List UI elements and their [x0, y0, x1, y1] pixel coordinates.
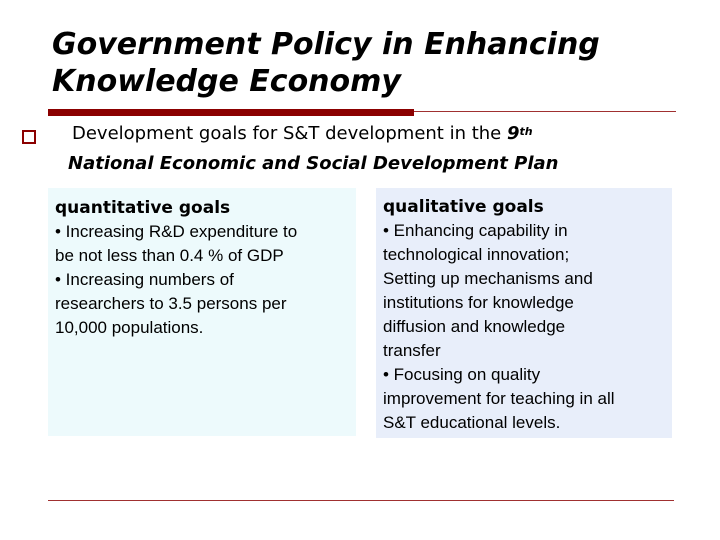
qualitative-line: technological innovation;: [383, 245, 570, 264]
slide-title: [52, 26, 692, 100]
ordinal-number: [507, 123, 533, 144]
quantitative-line: • Increasing numbers of: [55, 270, 234, 289]
quantitative-goals-box: [48, 188, 356, 436]
quantitative-line: • Increasing R&D expenditure to: [55, 222, 298, 241]
ordinal-digit: 9: [506, 123, 520, 144]
title-underline-thick: [48, 109, 414, 116]
qualitative-goals-box: [376, 188, 672, 438]
bullet-text-line-1: [72, 122, 712, 146]
slide-title-line-1: Government Policy in Enhancing: [52, 27, 600, 62]
qualitative-line: S&T educational levels.: [383, 413, 561, 432]
ordinal-suffix: th: [519, 125, 533, 138]
quantitative-goals-heading: quantitative goals: [55, 198, 231, 218]
bullet-text-part: Development goals for S&T development in the: [72, 123, 507, 144]
quantitative-line: be not less than 0.4 % of GDP: [55, 246, 284, 265]
qualitative-line: institutions for knowledge: [383, 293, 574, 312]
qualitative-goals-heading: qualitative goals: [383, 197, 544, 217]
qualitative-line: Setting up mechanisms and: [383, 269, 593, 288]
qualitative-line: • Focusing on quality: [383, 365, 541, 384]
qualitative-line: transfer: [383, 341, 441, 360]
qualitative-line: improvement for teaching in all: [383, 389, 615, 408]
bullet-text-line-2: National Economic and Social Development Plan: [68, 153, 559, 174]
qualitative-line: • Enhancing capability in: [383, 221, 568, 240]
quantitative-line: 10,000 populations.: [55, 318, 204, 337]
title-underline-thin: [414, 111, 676, 112]
slide-title-line-2: Knowledge Economy: [52, 64, 401, 99]
quantitative-line: researchers to 3.5 persons per: [55, 294, 287, 313]
footer-rule: [48, 500, 674, 501]
square-bullet-icon: [22, 130, 36, 144]
qualitative-line: diffusion and knowledge: [383, 317, 566, 336]
